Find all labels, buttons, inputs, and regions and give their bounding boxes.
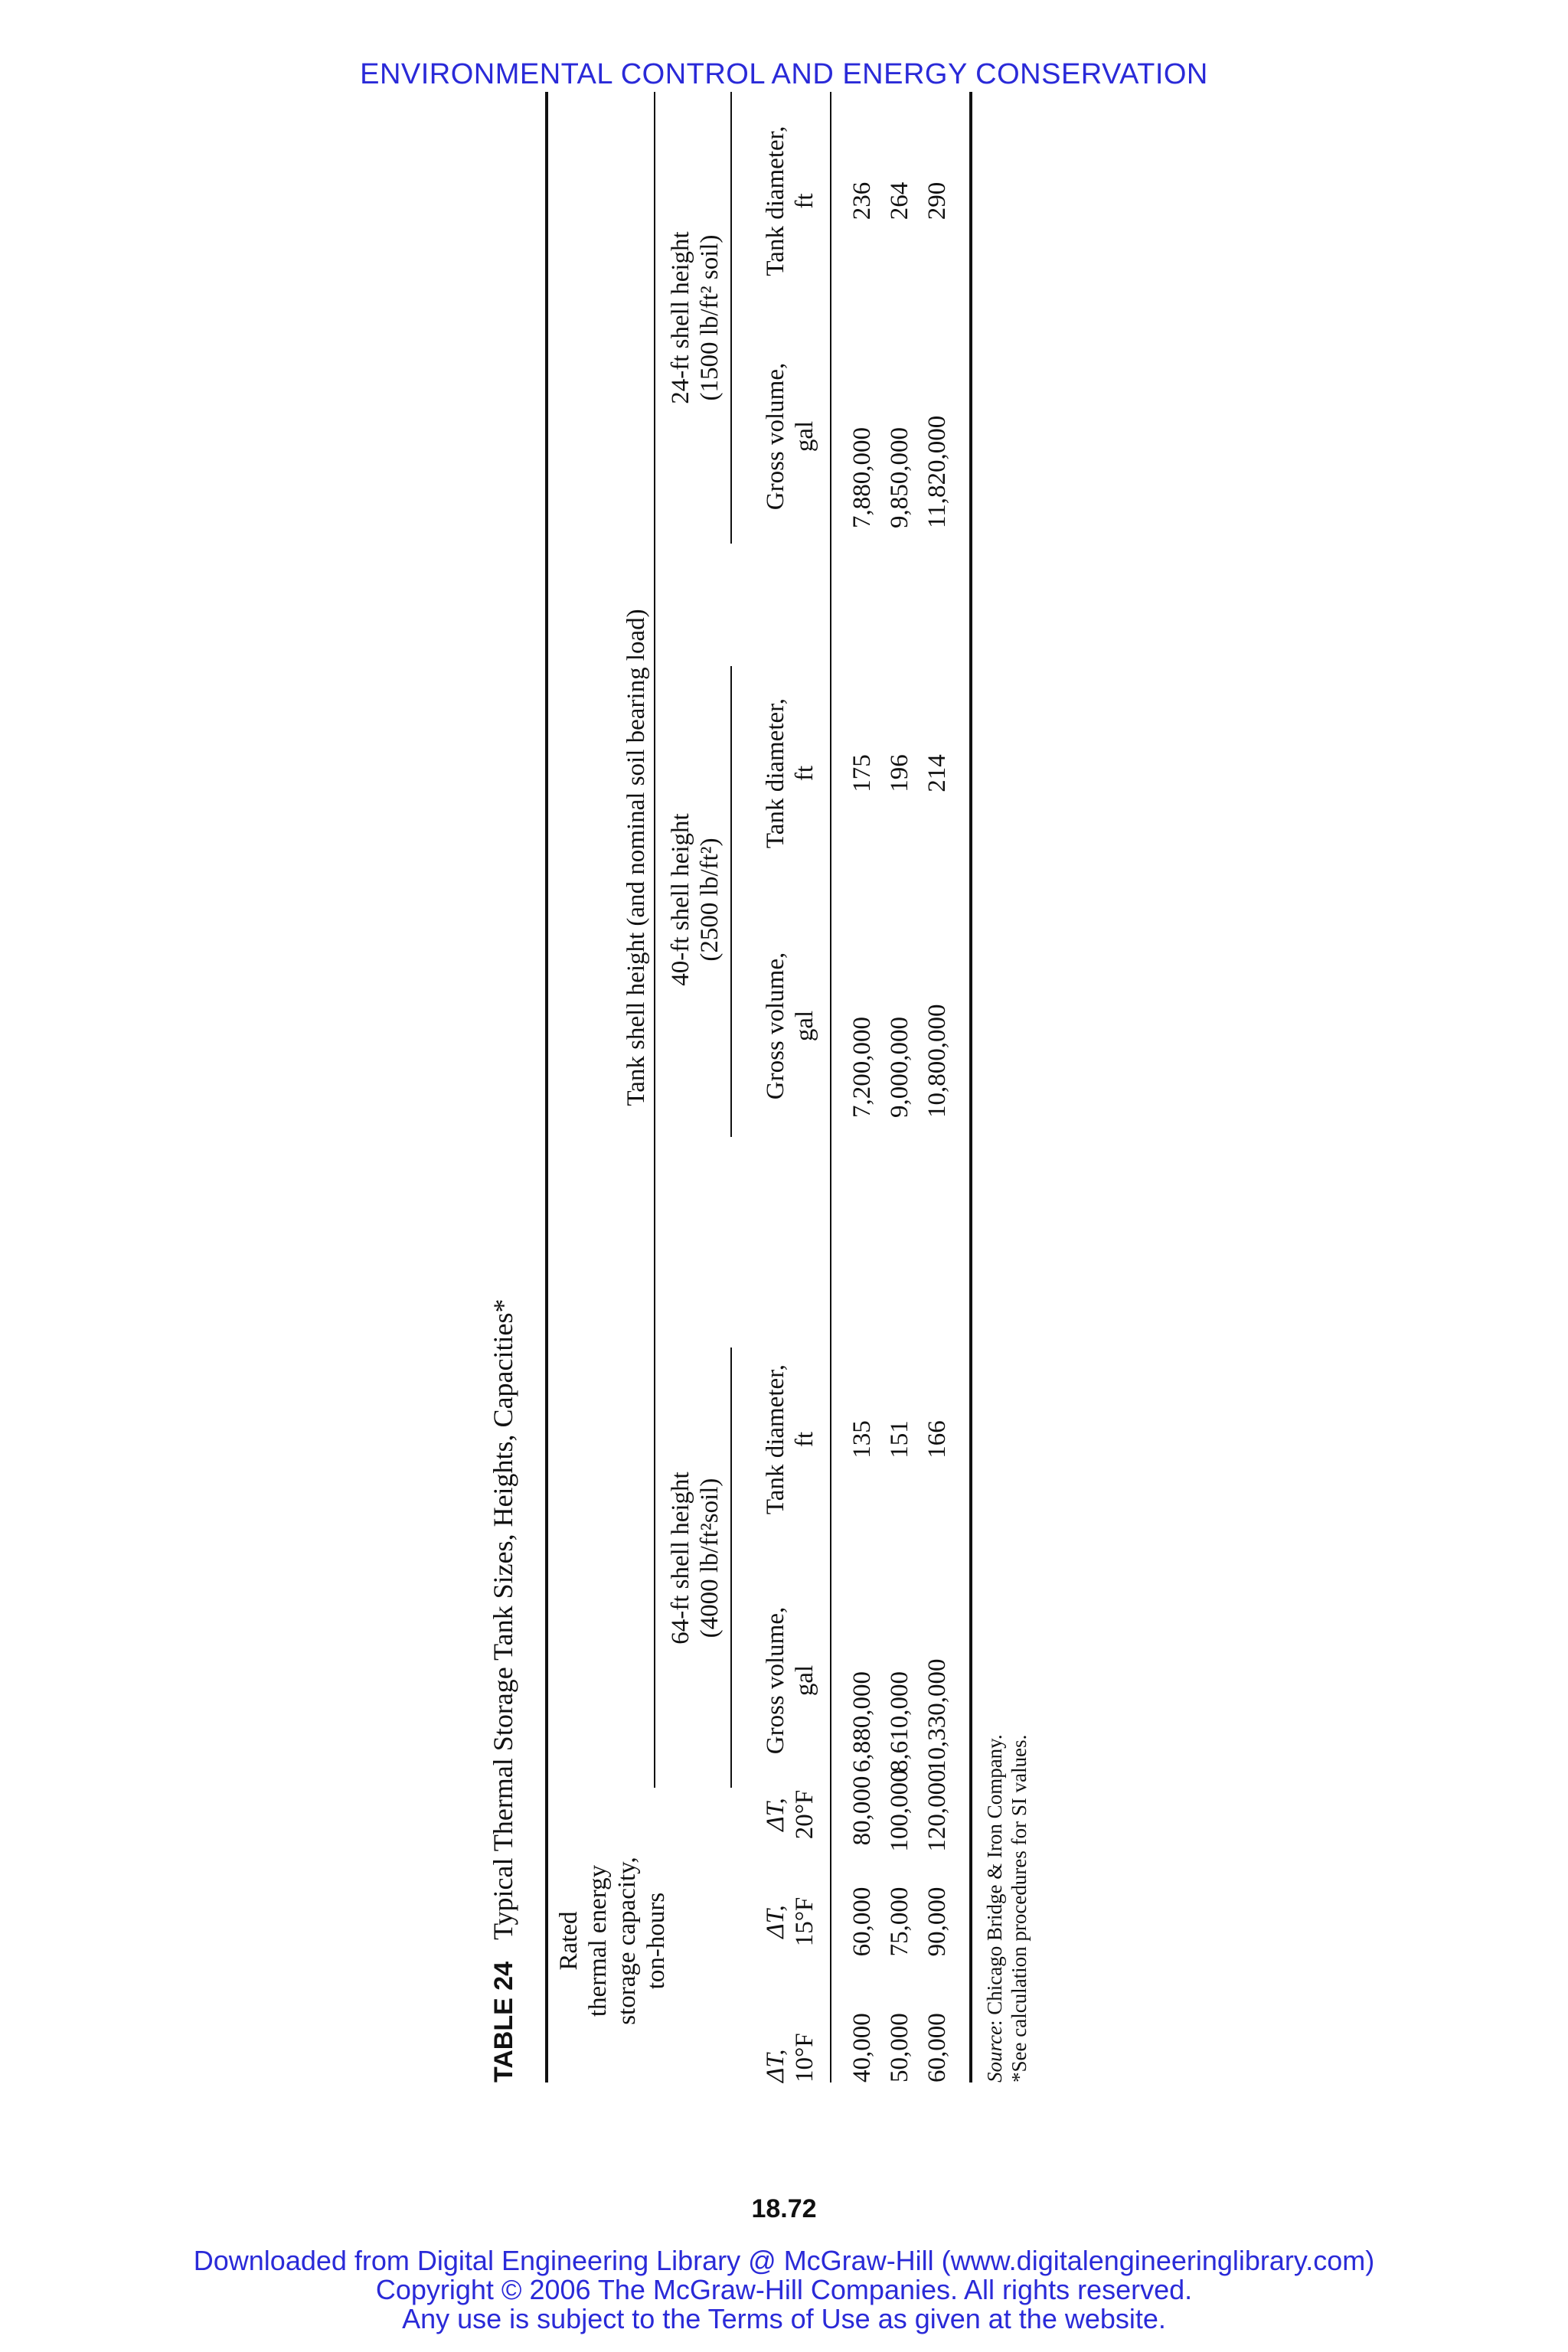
spanner-rule [654,92,655,1788]
table-caption [487,1299,519,2083]
col-header-dia64 [761,1332,819,1547]
group-40ft-line2: (2500 lb/ft²) [696,838,724,962]
page-number: 18.72 [751,2194,817,2223]
dt20-symbol: ΔT, [762,1798,789,1831]
table-cell: 264 [886,181,913,220]
si-footnote: *See calculation procedures for SI values. [1008,1734,1031,2082]
group-40ft-line1: 40-ft shell height [667,813,694,986]
vol64-line1: Gross volume, [762,1606,789,1755]
running-header: ENVIRONMENTAL CONTROL AND ENERGY CONSERVATION [360,58,1208,90]
spanner-header: Tank shell height (and nominal soil bearing load) [622,609,650,1106]
source-note [983,1734,1007,2082]
table-cell: 8,610,000 [886,1671,913,1772]
column-dia24 [844,92,956,310]
column-dt20 [844,1761,956,1860]
table-cell: 50,000 [886,2013,913,2082]
dia24-line2: ft [791,193,818,209]
vol40-line1: Gross volume, [762,952,789,1100]
column-dia40 [844,666,956,880]
download-notice-line-3: Any use is subject to the Terms of Use as given at the website. [402,2303,1166,2334]
table-cell: 214 [923,754,951,792]
column-dt10 [844,1983,956,2082]
table-cell: 10,330,000 [923,1658,951,1772]
group-24ft-rule [730,92,732,544]
header-rule [830,92,831,2082]
col-header-dt10 [761,1991,819,2082]
group-64ft-line2: (4000 lb/ft²soil) [696,1478,724,1638]
dt15-temp: 15°F [791,1896,818,1947]
group-64ft-line1: 64-ft shell height [667,1472,694,1645]
table-cell: 175 [848,754,876,792]
rated-line-2: thermal energy [584,1864,612,2017]
table-cell: 6,880,000 [848,1671,876,1772]
table-cell: 135 [848,1420,876,1459]
vol24-line2: gal [791,420,818,452]
group-24ft-line2: (1500 lb/ft² soil) [696,234,724,401]
table-cell: 60,000 [923,2013,951,2082]
column-dt15 [844,1876,956,1968]
column-vol40 [844,919,956,1118]
col-header-vol64 [761,1573,819,1788]
dia40-line2: ft [791,765,818,782]
group-64ft [666,1328,724,1788]
group-40ft-rule [730,666,732,1137]
table-cell: 236 [848,181,876,220]
group-24ft-line1: 24-ft shell height [667,231,694,404]
dia64-line2: ft [791,1431,818,1448]
col-header-dt15 [761,1876,819,1968]
table-cell: 90,000 [923,1886,951,1957]
column-vol24 [844,329,956,528]
table-label: TABLE 24 [489,1961,518,2082]
table-title: Typical Thermal Storage Tank Sizes, Heights, Capacities* [488,1298,518,1940]
col-header-dia40 [761,666,819,880]
bottom-rule [969,92,972,2082]
table-cell: 9,850,000 [886,427,913,528]
table-cell: 7,200,000 [848,1017,876,1118]
dt10-symbol: ΔT, [762,2049,789,2082]
dt20-temp: 20°F [791,1789,818,1840]
dt15-symbol: ΔT, [762,1905,789,1939]
table-cell: 80,000 [848,1775,876,1846]
source-text: : Chicago Bridge & Iron Company. [983,1734,1006,2027]
dt10-temp: 10°F [791,2033,818,2082]
download-notice-line-2: Copyright © 2006 The McGraw-Hill Companies. All rights reserved. [375,2274,1193,2305]
table-cell: 7,880,000 [848,427,876,528]
table-cell: 11,820,000 [923,415,951,528]
rated-line-3: storage capacity, [613,1857,641,2025]
dia40-line1: Tank diameter, [762,697,789,849]
rated-line-1: Rated [555,1911,583,1971]
dia24-line1: Tank diameter, [762,126,789,276]
download-notice-line-1: Downloaded from Digital Engineering Library @ McGraw-Hill (www.digitalengineeringlibrary.com) [193,2245,1375,2276]
table-cell: 60,000 [848,1886,876,1957]
table-cell: 100,000 [886,1769,913,1852]
table-cell: 40,000 [848,2013,876,2082]
table-cell: 290 [923,181,951,220]
vol24-line1: Gross volume, [762,362,789,511]
table-cell: 75,000 [886,1886,913,1957]
table-cell: 151 [886,1420,913,1459]
top-rule [545,92,548,2082]
table-cell: 166 [923,1420,951,1459]
col-header-vol40 [761,919,819,1133]
source-label: Source [983,2026,1006,2082]
table-cell: 196 [886,754,913,792]
group-64ft-rule [730,1348,732,1788]
group-40ft [666,662,724,1137]
rated-line-4: ton-hours [642,1892,670,1990]
dia64-line1: Tank diameter, [762,1364,789,1515]
column-dia64 [844,1332,956,1547]
vol64-line2: gal [791,1664,818,1697]
group-24ft [666,92,724,544]
col-header-vol24 [761,329,819,544]
table-cell: 10,800,000 [923,1004,951,1118]
col-header-dia24 [761,92,819,310]
rotated-table [487,92,1099,2082]
vol40-line2: gal [791,1010,818,1042]
table-cell: 120,000 [923,1769,951,1852]
table-cell: 9,000,000 [886,1017,913,1118]
column-vol64 [844,1573,956,1772]
rated-header [554,1845,671,2037]
